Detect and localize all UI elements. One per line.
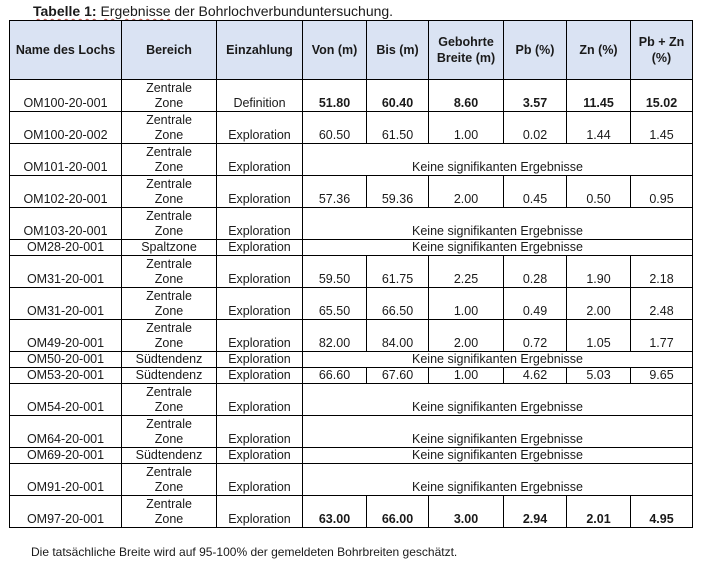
col-header-from: Von (m) bbox=[303, 21, 367, 80]
zone-cell: Zentrale Zone bbox=[122, 288, 217, 320]
col-header-to: Bis (m) bbox=[367, 21, 429, 80]
width-cell: 1.00 bbox=[429, 112, 504, 144]
pb-cell: 0.28 bbox=[504, 256, 567, 288]
type-cell: Exploration bbox=[217, 288, 303, 320]
col-header-zn: Zn (%) bbox=[567, 21, 631, 80]
hole-cell: OM49-20-001 bbox=[10, 320, 122, 352]
results-table bbox=[9, 20, 693, 528]
zone-cell: Zentrale Zone bbox=[122, 496, 217, 528]
table-row bbox=[10, 352, 693, 368]
pbzn-cell: 1.77 bbox=[631, 320, 693, 352]
zn-cell: 1.44 bbox=[567, 112, 631, 144]
zone-cell: Zentrale Zone bbox=[122, 208, 217, 240]
type-cell: Exploration bbox=[217, 464, 303, 496]
zn-cell: 0.50 bbox=[567, 176, 631, 208]
no-results-note: Keine signifikanten Ergebnisse bbox=[303, 464, 693, 496]
zone-cell: Spaltzone bbox=[122, 240, 217, 256]
zn-cell: 5.03 bbox=[567, 368, 631, 384]
hole-cell: OM101-20-001 bbox=[10, 144, 122, 176]
table-body bbox=[10, 80, 693, 528]
type-cell: Exploration bbox=[217, 320, 303, 352]
to-cell: 67.60 bbox=[367, 368, 429, 384]
hole-cell: OM53-20-001 bbox=[10, 368, 122, 384]
type-cell: Exploration bbox=[217, 448, 303, 464]
table-row bbox=[10, 496, 693, 528]
table-row bbox=[10, 112, 693, 144]
zn-cell: 2.00 bbox=[567, 288, 631, 320]
table-row bbox=[10, 144, 693, 176]
no-results-note: Keine signifikanten Ergebnisse bbox=[303, 208, 693, 240]
table-caption bbox=[33, 3, 393, 19]
table-row bbox=[10, 176, 693, 208]
width-cell: 1.00 bbox=[429, 368, 504, 384]
caption-text bbox=[100, 3, 393, 19]
pbzn-cell: 2.48 bbox=[631, 288, 693, 320]
no-results-note: Keine signifikanten Ergebnisse bbox=[303, 144, 693, 176]
hole-cell: OM97-20-001 bbox=[10, 496, 122, 528]
no-results-note: Keine signifikanten Ergebnisse bbox=[303, 384, 693, 416]
type-cell: Exploration bbox=[217, 352, 303, 368]
from-cell: 63.00 bbox=[303, 496, 367, 528]
no-results-note: Keine signifikanten Ergebnisse bbox=[303, 448, 693, 464]
col-header-pb: Pb (%) bbox=[504, 21, 567, 80]
zone-cell: Zentrale Zone bbox=[122, 112, 217, 144]
width-cell: 1.00 bbox=[429, 288, 504, 320]
caption-label: Tabelle 1: bbox=[33, 3, 97, 19]
pb-cell: 0.49 bbox=[504, 288, 567, 320]
pb-cell: 4.62 bbox=[504, 368, 567, 384]
hole-cell: OM50-20-001 bbox=[10, 352, 122, 368]
pb-cell: 0.72 bbox=[504, 320, 567, 352]
hole-cell: OM91-20-001 bbox=[10, 464, 122, 496]
pbzn-cell: 9.65 bbox=[631, 368, 693, 384]
width-cell: 8.60 bbox=[429, 80, 504, 112]
pbzn-cell: 15.02 bbox=[631, 80, 693, 112]
hole-cell: OM102-20-001 bbox=[10, 176, 122, 208]
hole-cell: OM100-20-001 bbox=[10, 80, 122, 112]
hole-cell: OM100-20-002 bbox=[10, 112, 122, 144]
col-header-type: Einzahlung bbox=[217, 21, 303, 80]
pb-cell: 0.02 bbox=[504, 112, 567, 144]
zone-cell: Zentrale Zone bbox=[122, 464, 217, 496]
caption-word-spellcheck: Ergebnisse bbox=[100, 3, 171, 19]
type-cell: Exploration bbox=[217, 176, 303, 208]
caption-rest: der Bohrlochverbunduntersuchung. bbox=[170, 3, 394, 19]
type-cell: Definition bbox=[217, 80, 303, 112]
from-cell: 51.80 bbox=[303, 80, 367, 112]
hole-cell: OM54-20-001 bbox=[10, 384, 122, 416]
to-cell: 61.75 bbox=[367, 256, 429, 288]
table-row bbox=[10, 240, 693, 256]
col-header-pbzn: Pb + Zn (%) bbox=[631, 21, 693, 80]
type-cell: Exploration bbox=[217, 240, 303, 256]
width-cell: 3.00 bbox=[429, 496, 504, 528]
pb-cell: 3.57 bbox=[504, 80, 567, 112]
width-cell: 2.25 bbox=[429, 256, 504, 288]
from-cell: 60.50 bbox=[303, 112, 367, 144]
col-header-zone: Bereich bbox=[122, 21, 217, 80]
hole-cell: OM64-20-001 bbox=[10, 416, 122, 448]
to-cell: 84.00 bbox=[367, 320, 429, 352]
pbzn-cell: 4.95 bbox=[631, 496, 693, 528]
table-row bbox=[10, 288, 693, 320]
zone-cell: Zentrale Zone bbox=[122, 320, 217, 352]
from-cell: 65.50 bbox=[303, 288, 367, 320]
zone-cell: Südtendenz bbox=[122, 352, 217, 368]
table-row bbox=[10, 448, 693, 464]
pbzn-cell: 1.45 bbox=[631, 112, 693, 144]
to-cell: 60.40 bbox=[367, 80, 429, 112]
zone-cell: Zentrale Zone bbox=[122, 176, 217, 208]
width-cell: 2.00 bbox=[429, 320, 504, 352]
table-row bbox=[10, 80, 693, 112]
table-row bbox=[10, 320, 693, 352]
zone-cell: Zentrale Zone bbox=[122, 384, 217, 416]
zn-cell: 1.90 bbox=[567, 256, 631, 288]
to-cell: 66.50 bbox=[367, 288, 429, 320]
table-row bbox=[10, 416, 693, 448]
from-cell: 66.60 bbox=[303, 368, 367, 384]
zone-cell: Südtendenz bbox=[122, 448, 217, 464]
type-cell: Exploration bbox=[217, 208, 303, 240]
pb-cell: 2.94 bbox=[504, 496, 567, 528]
no-results-note: Keine signifikanten Ergebnisse bbox=[303, 416, 693, 448]
zn-cell: 1.05 bbox=[567, 320, 631, 352]
zn-cell: 2.01 bbox=[567, 496, 631, 528]
type-cell: Exploration bbox=[217, 112, 303, 144]
zone-cell: Zentrale Zone bbox=[122, 416, 217, 448]
table-row bbox=[10, 368, 693, 384]
type-cell: Exploration bbox=[217, 368, 303, 384]
zone-cell: Zentrale Zone bbox=[122, 256, 217, 288]
pbzn-cell: 2.18 bbox=[631, 256, 693, 288]
type-cell: Exploration bbox=[217, 384, 303, 416]
table-row bbox=[10, 256, 693, 288]
hole-cell: OM103-20-001 bbox=[10, 208, 122, 240]
zn-cell: 11.45 bbox=[567, 80, 631, 112]
table-row bbox=[10, 208, 693, 240]
type-cell: Exploration bbox=[217, 416, 303, 448]
from-cell: 82.00 bbox=[303, 320, 367, 352]
from-cell: 57.36 bbox=[303, 176, 367, 208]
col-header-hole: Name des Lochs bbox=[10, 21, 122, 80]
header-row bbox=[10, 21, 693, 80]
zone-cell: Südtendenz bbox=[122, 368, 217, 384]
hole-cell: OM28-20-001 bbox=[10, 240, 122, 256]
to-cell: 59.36 bbox=[367, 176, 429, 208]
table-row bbox=[10, 464, 693, 496]
footnote: Die tatsächliche Breite wird auf 95-100% der gemeldeten Bohrbreiten geschätzt. bbox=[31, 545, 458, 559]
no-results-note: Keine signifikanten Ergebnisse bbox=[303, 240, 693, 256]
col-header-width: Gebohrte Breite (m) bbox=[429, 21, 504, 80]
no-results-note: Keine signifikanten Ergebnisse bbox=[303, 352, 693, 368]
type-cell: Exploration bbox=[217, 496, 303, 528]
width-cell: 2.00 bbox=[429, 176, 504, 208]
pb-cell: 0.45 bbox=[504, 176, 567, 208]
hole-cell: OM69-20-001 bbox=[10, 448, 122, 464]
type-cell: Exploration bbox=[217, 144, 303, 176]
to-cell: 66.00 bbox=[367, 496, 429, 528]
type-cell: Exploration bbox=[217, 256, 303, 288]
hole-cell: OM31-20-001 bbox=[10, 256, 122, 288]
zone-cell: Zentrale Zone bbox=[122, 144, 217, 176]
from-cell: 59.50 bbox=[303, 256, 367, 288]
pbzn-cell: 0.95 bbox=[631, 176, 693, 208]
hole-cell: OM31-20-001 bbox=[10, 288, 122, 320]
table-row bbox=[10, 384, 693, 416]
to-cell: 61.50 bbox=[367, 112, 429, 144]
zone-cell: Zentrale Zone bbox=[122, 80, 217, 112]
